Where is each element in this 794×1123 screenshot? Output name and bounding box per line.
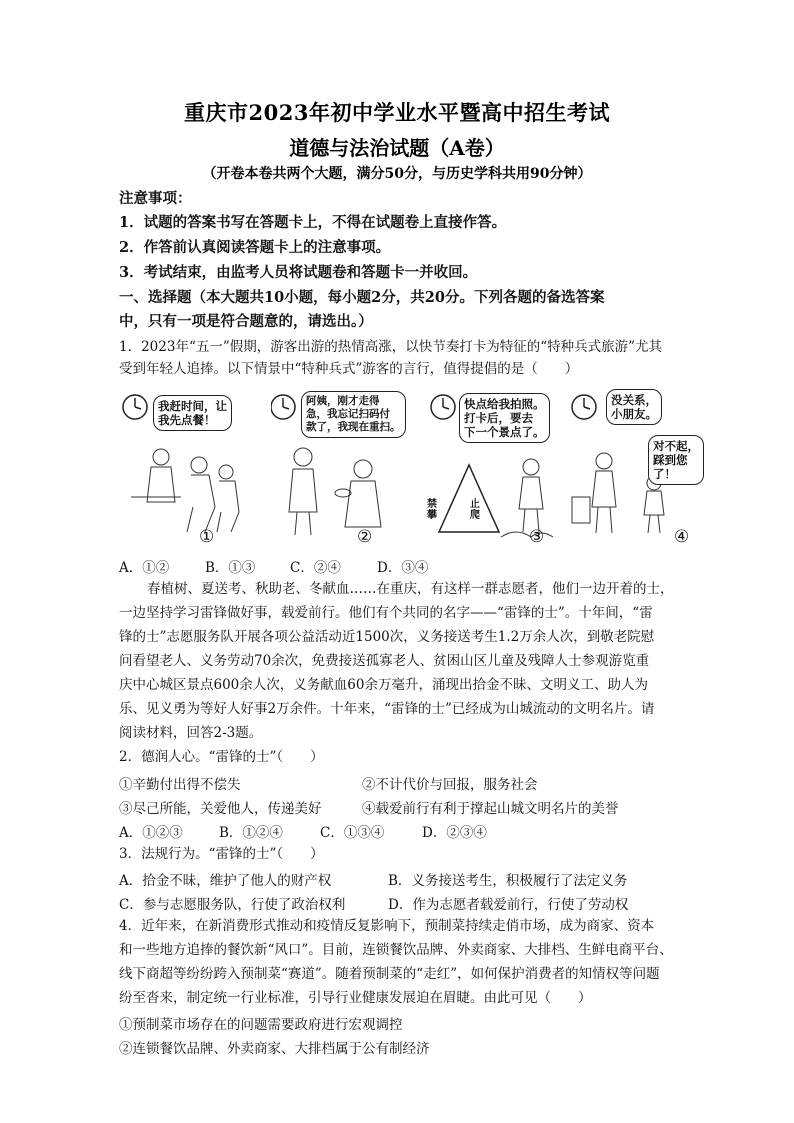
notice-item: 2．作答前认真阅读答题卡上的注意事项。 <box>119 239 391 256</box>
warning-sign: 止爬 <box>470 499 480 521</box>
bubble-text: 打卡后，要去 <box>464 411 533 425</box>
answer-option[interactable]: A．①② <box>119 560 170 576</box>
bubble-text: 小朋友。 <box>611 407 657 421</box>
statement-item: ①辛勤付出得不偿失 <box>119 777 241 793</box>
comic-panel-3 <box>421 387 556 547</box>
passage-text: 问看望老人、义务劳动70余次，免费接送孤寡老人、贫困山区儿童及残障人士参观游览重 <box>119 653 650 669</box>
passage-text: 庆中心城区景点600余人次，义务献血60余万毫升，涌现出拾金不昧、文明义工、助人为 <box>119 677 648 693</box>
passage-text: 春植树、夏送考、秋助老、冬献血……在重庆，有这样一群志愿者，他们一边开着的士， <box>147 581 674 597</box>
notice-item: 1．试题的答案书写在答题卡上，不得在试题卷上直接作答。 <box>119 214 507 231</box>
question-2-text: 2．德润人心。“雷锋的士”（ ） <box>119 749 324 765</box>
exam-subtitle: 道德与法治试题（A卷） <box>289 136 505 160</box>
answer-option[interactable]: A．拾金不昧，维护了他人的财产权 <box>119 873 332 889</box>
answer-option[interactable]: B．义务接送考生，积极履行了法定义务 <box>388 873 628 889</box>
speech-bubble <box>153 395 232 431</box>
comic-panel-4 <box>566 387 701 547</box>
bubble-text: 踩到您 <box>653 453 688 467</box>
exam-title: 重庆市2023年初中学业水平暨高中招生考试 <box>184 100 610 125</box>
question-1-text: 受到年轻人追捧。以下情景中“特种兵式”游客的言行，值得提倡的是（ ） <box>119 361 579 377</box>
speech-bubble <box>606 389 662 425</box>
notice-header: 注意事项： <box>119 190 192 207</box>
warning-sign: 禁攀 <box>427 499 437 521</box>
speech-bubble <box>301 391 406 438</box>
comic-panel-2 <box>271 387 406 547</box>
statement-item: ②不计代价与回报，服务社会 <box>362 777 538 793</box>
bubble-text: 没关系， <box>611 393 657 407</box>
answer-option[interactable]: B．①③ <box>205 560 256 576</box>
statement-item: ②连锁餐饮品牌、外卖商家、大排档属于公有制经济 <box>119 1041 430 1057</box>
statement-item: ④载爱前行有利于撑起山城文明名片的美誉 <box>362 801 619 817</box>
bubble-text: 我赶时间，让 <box>158 399 227 413</box>
bubble-text: 对不起， <box>653 439 699 453</box>
bubble-text: 急，我忘记扫码付 <box>306 408 390 420</box>
passage-text: 一边坚持学习雷锋做好事，载爱前行。他们有个共同的名字——“雷锋的士”。十年间，“雷 <box>119 605 653 621</box>
question-3-text: 3．法规行为。“雷锋的士”（ ） <box>119 846 324 862</box>
question-1-text: 1．2023年“五一”假期，游客出游的热情高涨，以快节奏打卡为特征的“特种兵式旅游”尤其 <box>119 339 663 355</box>
section-heading: 一、选择题（本大题共10小题，每小题2分，共20分。下列各题的备选答案 <box>119 289 605 306</box>
bubble-text: 下一个景点了。 <box>464 425 545 439</box>
question-4-text: 和一些地方追捧的餐饮新“风口”。目前，连锁餐饮品牌、外卖商家、大排档、生鲜电商平台、 <box>119 942 673 958</box>
answer-option[interactable]: D．②③④ <box>422 825 487 841</box>
answer-option[interactable]: D．③④ <box>377 560 429 576</box>
bubble-text: 我先点餐！ <box>158 413 216 427</box>
panel-number: ③ <box>529 527 545 547</box>
bubble-text: 阿姨，刚才走得 <box>306 395 380 407</box>
answer-option[interactable]: B．①②④ <box>219 825 283 841</box>
passage-text: 锋的士”志愿服务队开展各项公益活动近1500次，义务接送考生1.2万余人次，到敬老院慰 <box>119 629 655 645</box>
exam-note: （开卷本卷共两个大题，满分50分，与历史学科共用90分钟） <box>202 166 592 182</box>
bubble-text: 了！ <box>653 467 676 481</box>
panel-number: ① <box>199 527 215 547</box>
panel-number: ② <box>357 527 373 547</box>
statement-item: ③尽己所能，关爱他人，传递美好 <box>119 801 322 817</box>
comic-panel-1 <box>121 387 256 547</box>
section-heading: 中，只有一项是符合题意的，请选出。） <box>119 313 373 330</box>
answer-option[interactable]: C．①③④ <box>320 825 385 841</box>
question-4-text: 线下商超等纷纷跨入预制菜“赛道”。随着预制菜的“走红”，如何保护消费者的知情权等问题 <box>119 966 660 982</box>
answer-option[interactable]: A．①②③ <box>119 825 183 841</box>
passage-text: 乐、见义勇为等好人好事2万余件。十年来，“雷锋的士”已经成为山城流动的文明名片。请 <box>119 701 655 717</box>
comic-strip <box>121 387 697 547</box>
statement-item: ①预制菜市场存在的问题需要政府进行宏观调控 <box>119 1017 403 1033</box>
answer-option[interactable]: D．作为志愿者载爱前行，行使了劳动权 <box>388 897 629 913</box>
panel-number: ④ <box>674 527 690 547</box>
speech-bubble <box>648 435 704 485</box>
notice-item: 3．考试结束，由监考人员将试题卷和答题卡一并收回。 <box>119 264 478 281</box>
passage-text: 阅读材料，回答2-3题。 <box>119 725 263 741</box>
bubble-text: 款了，我现在重扫。 <box>306 421 401 433</box>
answer-option[interactable]: C．参与志愿服务队，行使了政治权利 <box>119 897 346 913</box>
question-4-text: 4．近年来，在新消费形式推动和疫情反复影响下，预制菜持续走俏市场，成为商家、资本 <box>119 918 655 934</box>
speech-bubble <box>459 393 550 443</box>
question-4-text: 纷至沓来，制定统一行业标准，引导行业健康发展迫在眉睫。由此可见（ ） <box>119 990 592 1006</box>
answer-option[interactable]: C．②④ <box>290 560 341 576</box>
bubble-text: 快点给我拍照。 <box>464 397 545 411</box>
